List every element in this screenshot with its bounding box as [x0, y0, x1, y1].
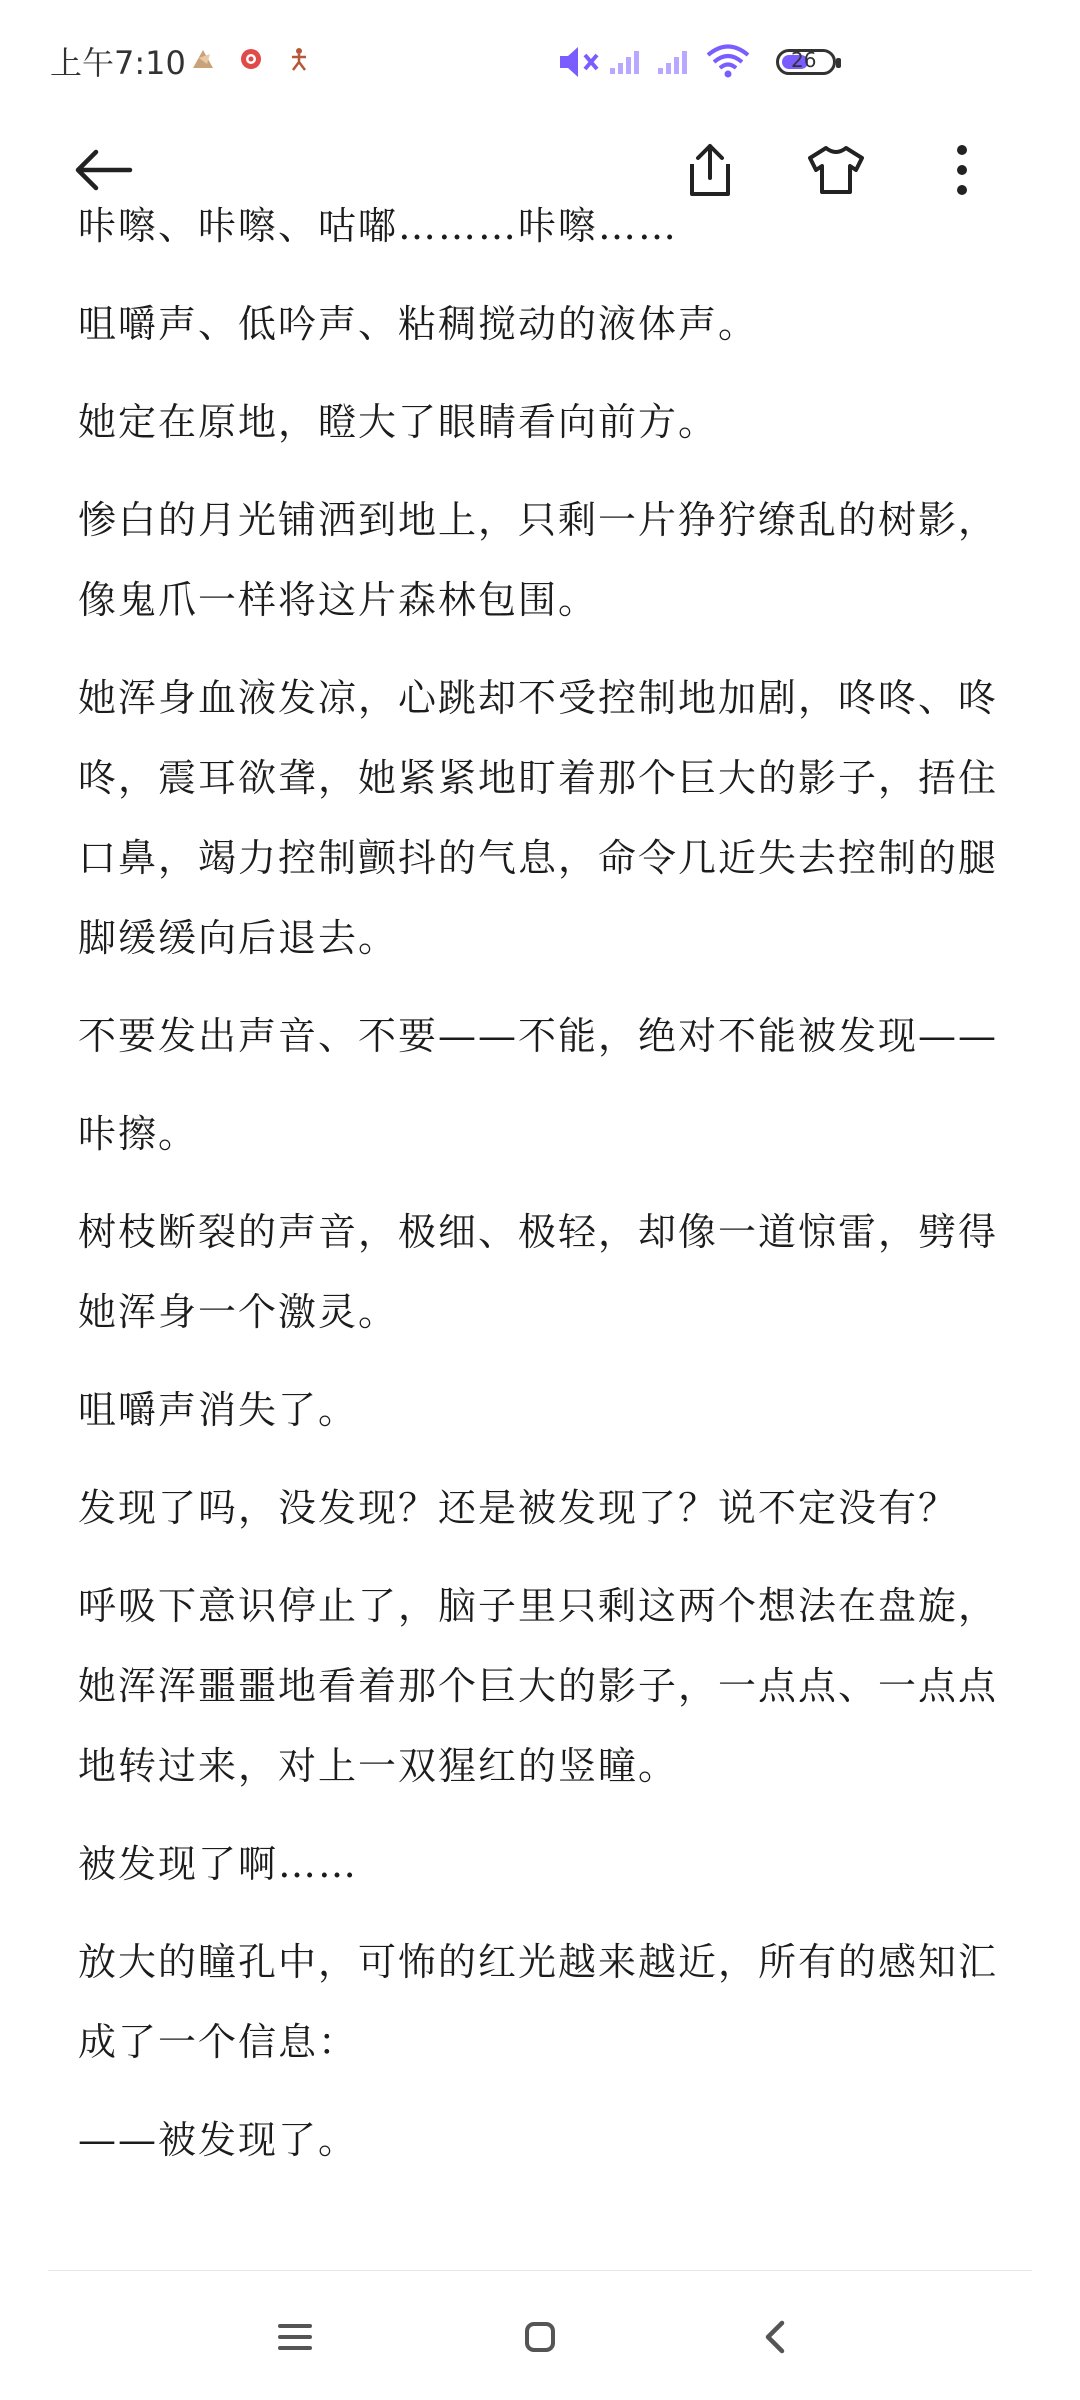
more-vertical-icon — [954, 144, 970, 196]
paragraph: 咔嚓、咔嚓、咕嘟………咔嚓…… — [78, 204, 679, 248]
mute-icon — [558, 44, 600, 80]
back-button[interactable] — [64, 130, 144, 210]
theme-shirt-icon — [806, 144, 866, 196]
chapter-content — [78, 200, 1008, 2270]
menu-icon — [277, 2322, 313, 2352]
status-bar — [0, 0, 1080, 120]
nav-back-button[interactable] — [740, 2302, 810, 2372]
back-arrow-icon — [74, 148, 134, 192]
system-nav-bar — [0, 2272, 1080, 2400]
status-time: 上午7:10 — [50, 44, 186, 82]
share-icon — [684, 142, 736, 198]
signal-icon-1 — [608, 48, 642, 76]
paragraph: 被发现了啊…… — [78, 1842, 359, 1886]
paragraph: 放大的瞳孔中，可怖的红光越来越近，所有的感知汇成了一个信息： — [78, 1940, 999, 2064]
paragraph: 她浑身血液发凉，心跳却不受控制地加剧，咚咚、咚咚，震耳欲聋，她紧紧地盯着那个巨大的影子，捂住口鼻，竭力控制颤抖的气息，命令几近失去控制的腿脚缓缓向后退去。 — [78, 676, 999, 960]
nav-divider — [48, 2270, 1032, 2271]
theme-button[interactable] — [796, 130, 876, 210]
menu-button[interactable] — [260, 2302, 330, 2372]
paragraph: 树枝断裂的声音，极细、极轻，却像一道惊雷，劈得她浑身一个激灵。 — [78, 1210, 999, 1334]
home-icon — [524, 2321, 556, 2353]
signal-icon-2 — [656, 48, 690, 76]
paragraph: 呼吸下意识停止了，脑子里只剩这两个想法在盘旋，她浑浑噩噩地看着那个巨大的影子，一点点、一点点地转过来，对上一双猩红的竖瞳。 — [78, 1584, 999, 1788]
more-button[interactable] — [922, 130, 1002, 210]
paragraph: 咔擦。 — [78, 1112, 199, 1156]
notification-icon-1 — [190, 46, 216, 72]
paragraph: 咀嚼声、低吟声、粘稠搅动的液体声。 — [78, 302, 759, 346]
battery-level: 26 — [791, 48, 817, 72]
back-icon — [763, 2319, 787, 2355]
home-button[interactable] — [505, 2302, 575, 2372]
paragraph: 她定在原地，瞪大了眼睛看向前方。 — [78, 400, 719, 444]
battery-icon — [776, 49, 836, 75]
paragraph: 不要发出声音、不要——不能，绝对不能被发现—— — [78, 1014, 999, 1058]
notification-icon-3 — [286, 46, 312, 72]
share-button[interactable] — [670, 130, 750, 210]
paragraph: ——被发现了。 — [78, 2118, 359, 2162]
paragraph: 发现了吗，没发现？还是被发现了？说不定没有？ — [78, 1486, 959, 1530]
notification-icon-2 — [238, 46, 264, 72]
wifi-icon — [706, 44, 750, 78]
paragraph: 咀嚼声消失了。 — [78, 1388, 359, 1432]
paragraph: 惨白的月光铺洒到地上，只剩一片狰狞缭乱的树影，像鬼爪一样将这片森林包围。 — [78, 498, 999, 622]
